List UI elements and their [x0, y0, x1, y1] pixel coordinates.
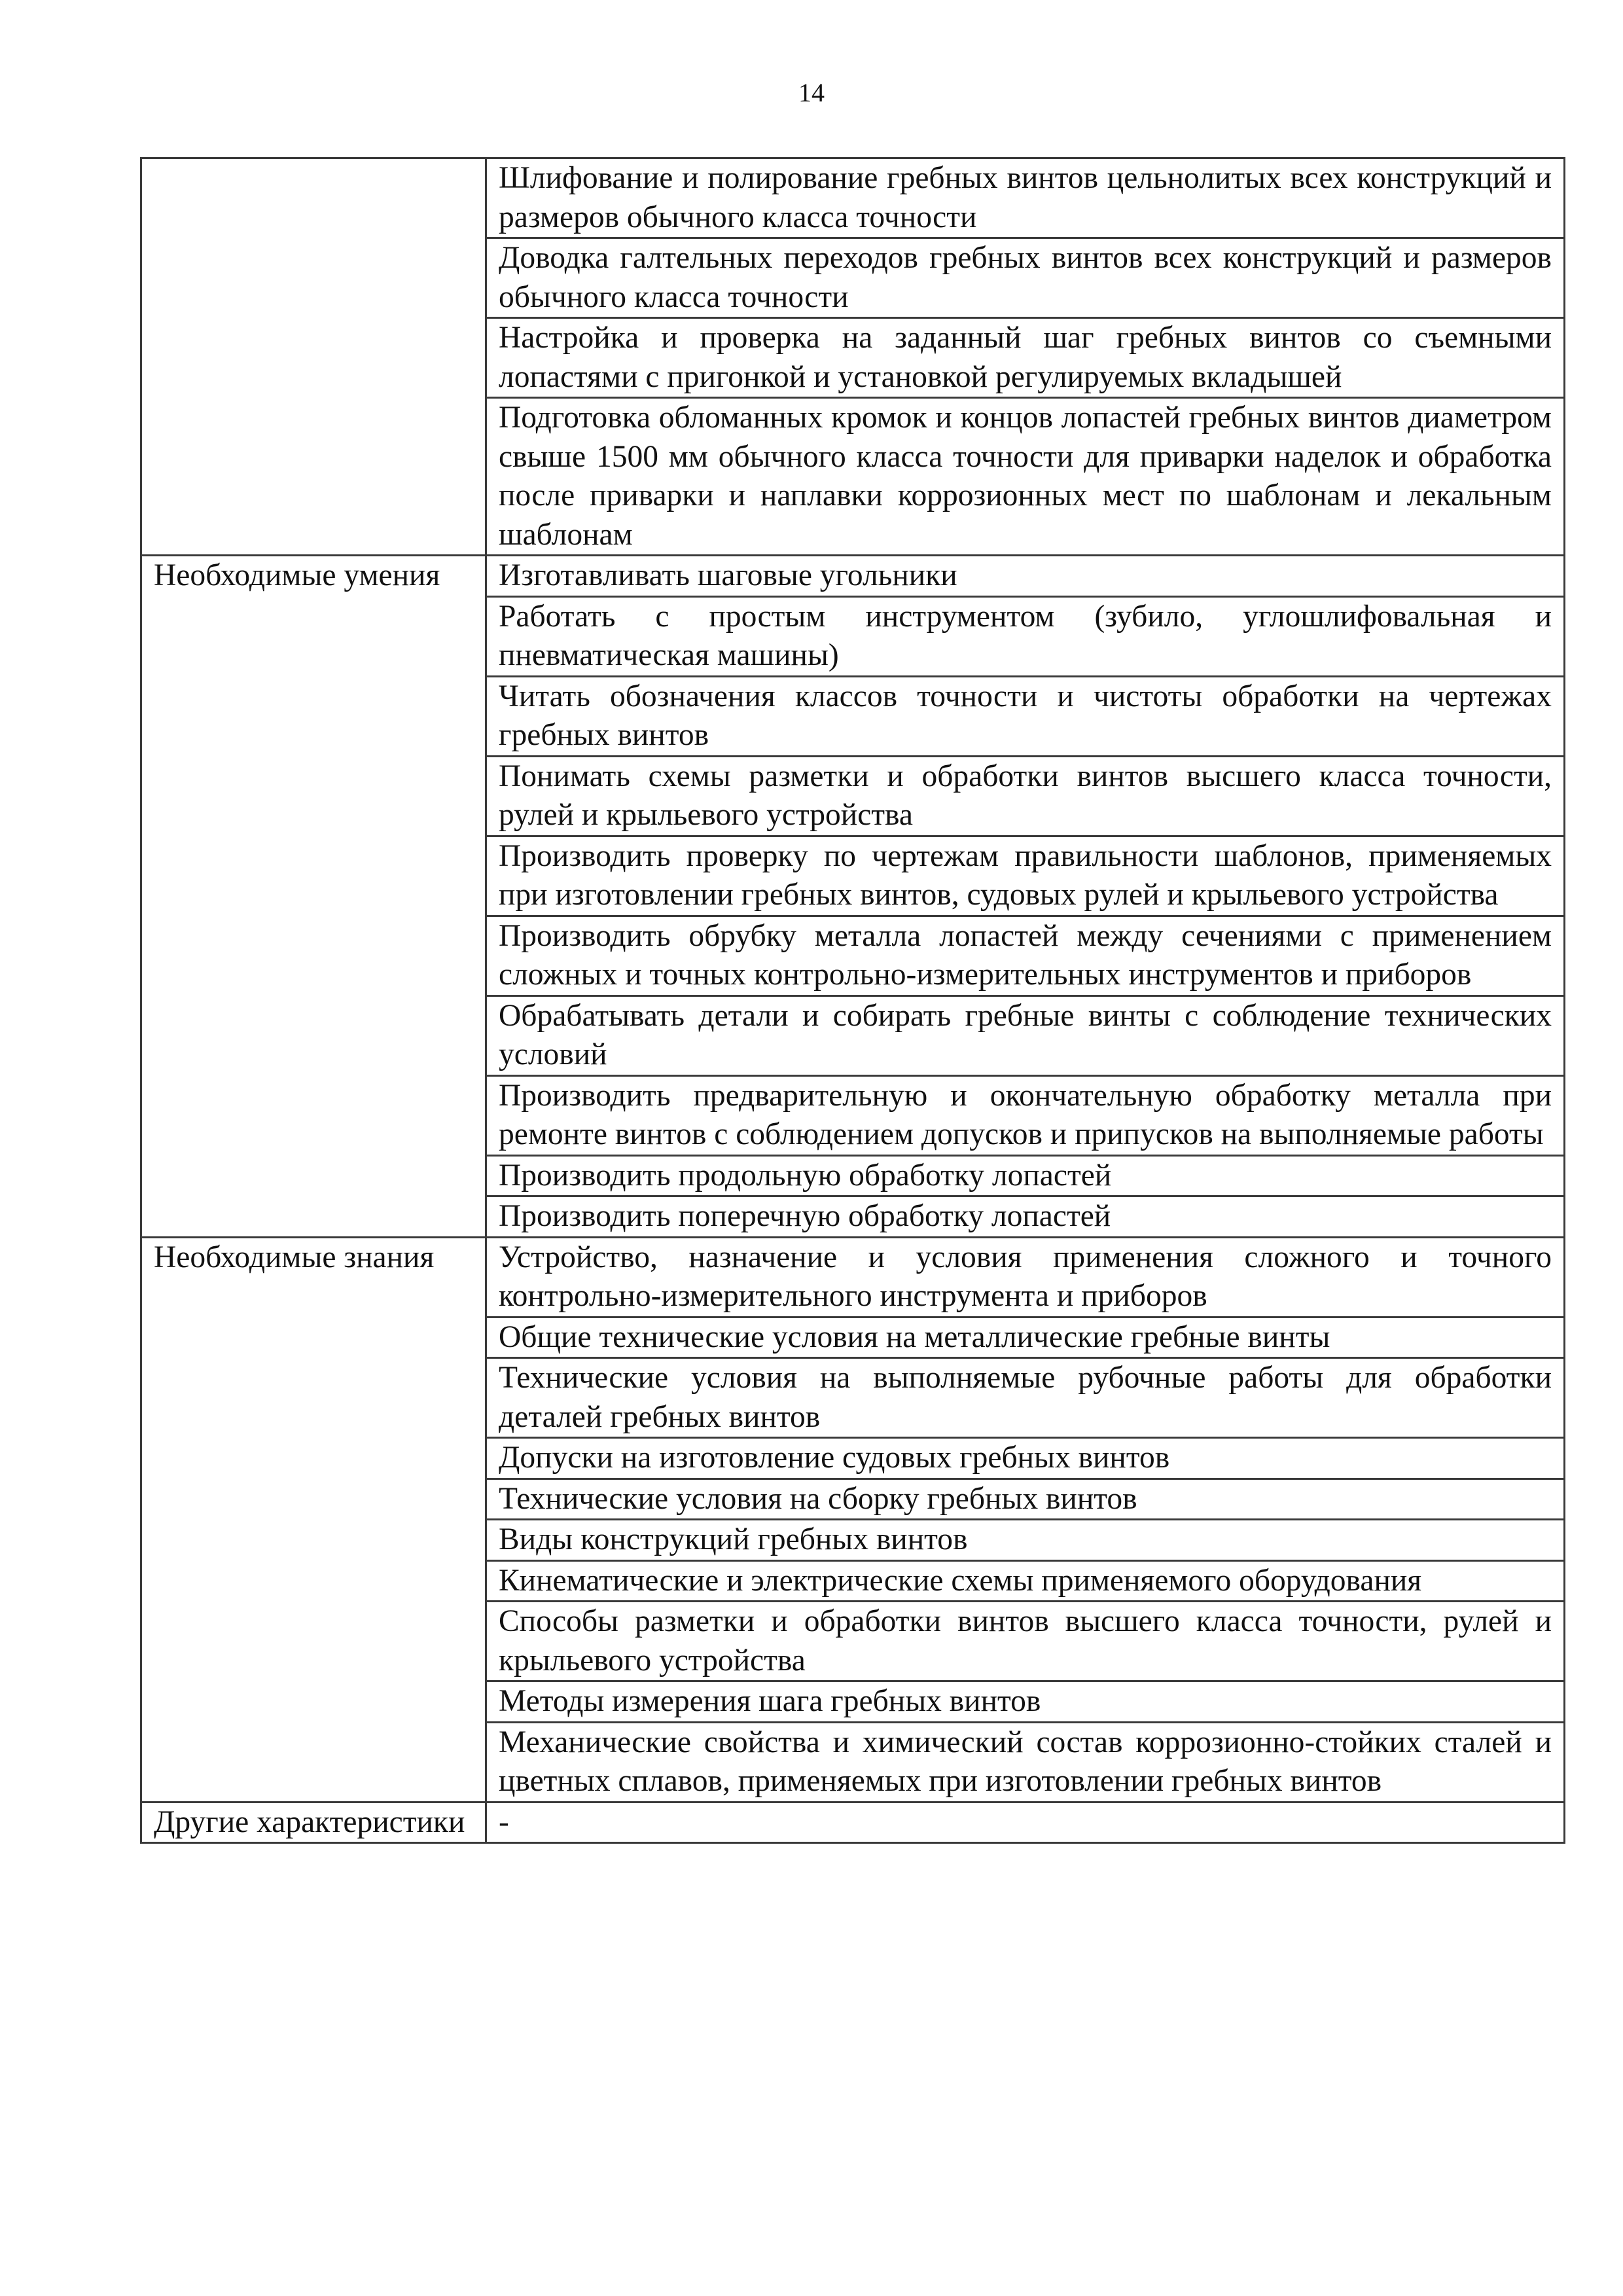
requirement-item: Подготовка обломанных кромок и концов лопастей гребных винтов диаметром свыше 1500 мм обычного класса точности для приварки наделок и обработка после приварки и наплавки коррозионных мест по шаблонам и лекальным шаблонам: [486, 398, 1565, 556]
requirement-item: Шлифование и полирование гребных винтов цельнолитых всех конструкций и размеров обычного класса точности: [486, 158, 1565, 238]
table-row: [141, 556, 1565, 597]
requirement-item: Устройство, назначение и условия применения сложного и точного контрольно-измерительного инструмента и приборов: [486, 1237, 1565, 1317]
requirement-item: Изготавливать шаговые угольники: [486, 556, 1565, 597]
competency-table: [140, 157, 1565, 1844]
requirement-item: Обрабатывать детали и собирать гребные винты с соблюдение технических условий: [486, 996, 1565, 1075]
requirement-item: Технические условия на сборку гребных винтов: [486, 1479, 1565, 1520]
requirement-item: Производить проверку по чертежам правильности шаблонов, применяемых при изготовлении гребных винтов, судовых рулей и крыльевого устройства: [486, 836, 1565, 916]
requirement-item: Способы разметки и обработки винтов высшего класса точности, рулей и крыльевого устройства: [486, 1602, 1565, 1681]
table-row: [141, 1237, 1565, 1317]
requirement-item: Методы измерения шага гребных винтов: [486, 1681, 1565, 1723]
requirement-item: Настройка и проверка на заданный шаг гребных винтов со съемными лопастями с пригонкой и установкой регулируемых вкладышей: [486, 318, 1565, 398]
section-label: [141, 158, 486, 556]
requirement-item: Виды конструкций гребных винтов: [486, 1520, 1565, 1561]
table-row: [141, 158, 1565, 238]
section-label: Необходимые знания: [141, 1237, 486, 1802]
requirement-item: Общие технические условия на металлические гребные винты: [486, 1317, 1565, 1358]
requirement-item: Читать обозначения классов точности и чистоты обработки на чертежах гребных винтов: [486, 676, 1565, 756]
requirement-item: Работать с простым инструментом (зубило, углошлифовальная и пневматическая машины): [486, 596, 1565, 676]
section-label: Другие характеристики: [141, 1802, 486, 1843]
table-row: [141, 1802, 1565, 1843]
requirement-item: -: [486, 1802, 1565, 1843]
requirement-item: Понимать схемы разметки и обработки винтов высшего класса точности, рулей и крыльевого устройства: [486, 756, 1565, 836]
requirement-item: Доводка галтельных переходов гребных винтов всех конструкций и размеров обычного класса точности: [486, 238, 1565, 318]
requirement-item: Допуски на изготовление судовых гребных винтов: [486, 1438, 1565, 1479]
section-label: Необходимые умения: [141, 556, 486, 1238]
requirement-item: Механические свойства и химический состав коррозионно-стойких сталей и цветных сплавов, применяемых при изготовлении гребных винтов: [486, 1722, 1565, 1802]
requirement-item: Производить поперечную обработку лопастей: [486, 1196, 1565, 1238]
requirement-item: Производить предварительную и окончательную обработку металла при ремонте винтов с соблюдением допусков и припусков на выполняемые работы: [486, 1075, 1565, 1155]
requirement-item: Производить обрубку металла лопастей между сечениями с применением сложных и точных контрольно-измерительных инструментов и приборов: [486, 916, 1565, 996]
requirement-item: Технические условия на выполняемые рубочные работы для обработки деталей гребных винтов: [486, 1358, 1565, 1438]
page-number: 14: [798, 78, 825, 107]
competency-table-body: [141, 158, 1565, 1843]
requirement-item: Производить продольную обработку лопастей: [486, 1155, 1565, 1196]
requirement-item: Кинематические и электрические схемы применяемого оборудования: [486, 1560, 1565, 1602]
